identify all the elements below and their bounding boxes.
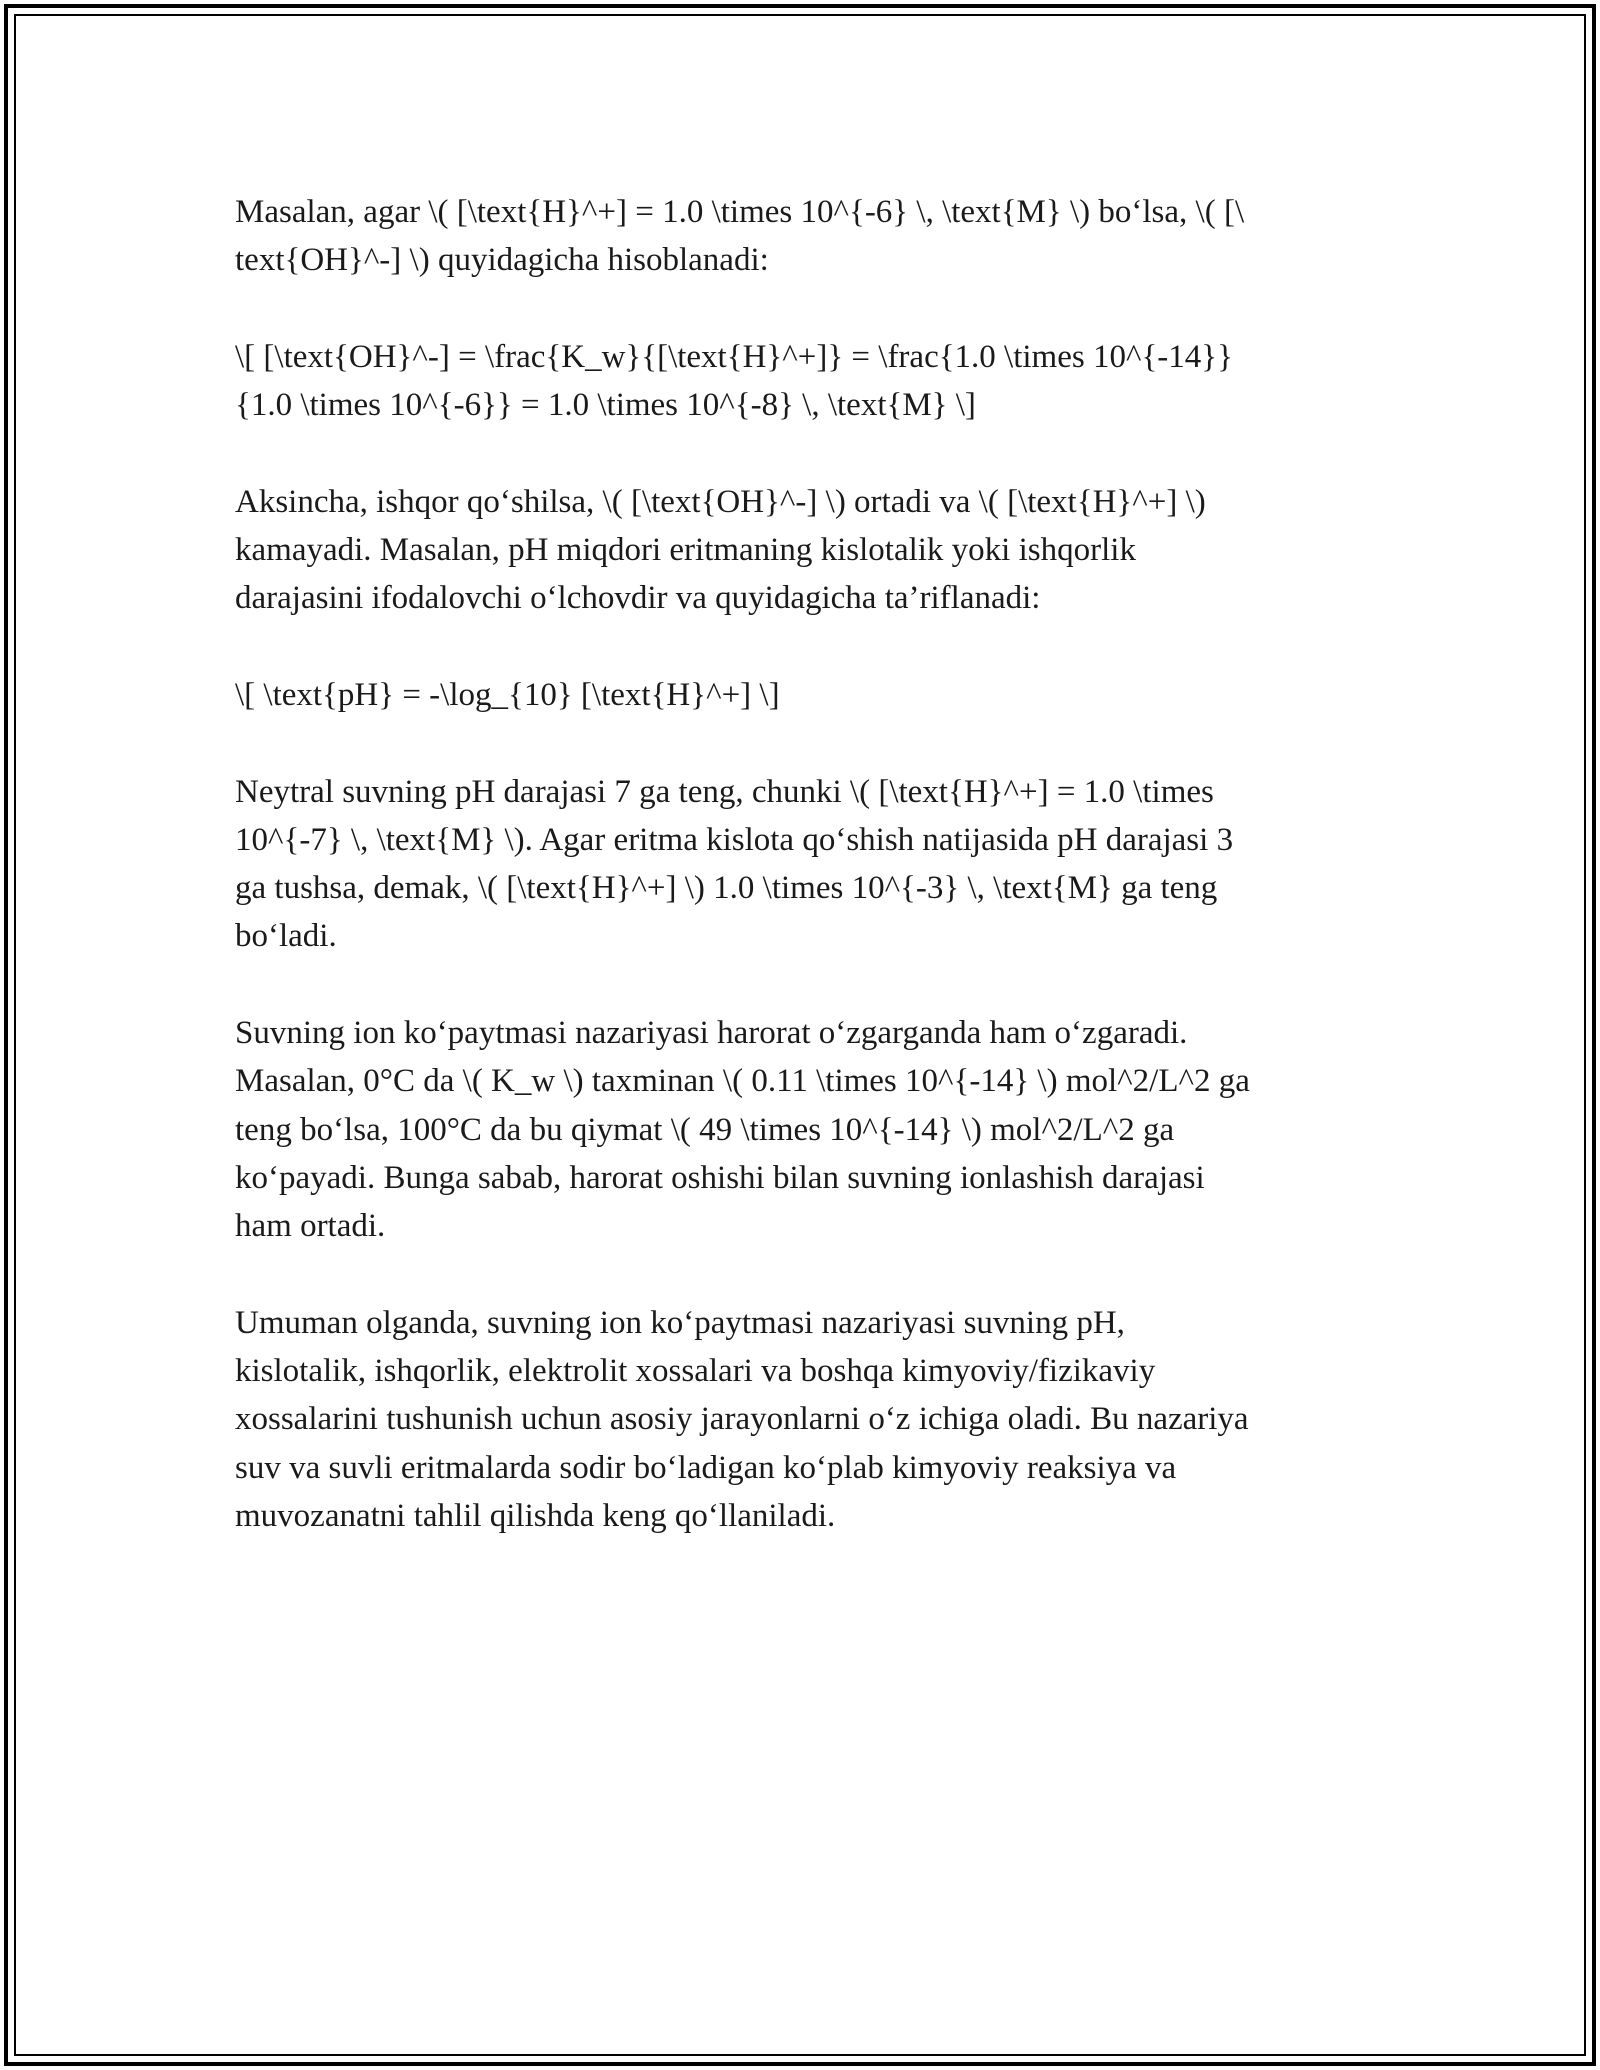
document-body — [235, 188, 1375, 1589]
text-line: text{OH}^-] \) quyidagicha hisoblanadi: — [235, 242, 769, 279]
paragraph-1 — [235, 188, 1375, 285]
text-line: ko‘payadi. Bunga sabab, harorat oshishi bilan suvning ionlashish darajasi — [235, 1159, 1205, 1196]
text-line: kislotalik, ishqorlik, elektrolit xossalari va boshqa kimyoviy/fizikaviy — [235, 1353, 1156, 1390]
text-line: Neytral suvning pH darajasi 7 ga teng, chunki \( [\text{H}^+] = 1.0 \times — [235, 773, 1214, 810]
text-line: darajasini ifodalovchi o‘lchovdir va quyidagicha ta’riflanadi: — [235, 580, 1041, 617]
paragraph-6 — [235, 1009, 1375, 1250]
text-line: \[ [\text{OH}^-] = \frac{K_w}{[\text{H}^+]} = \frac{1.0 \times 10^{-14}} — [235, 338, 1233, 375]
paragraph-2-equation — [235, 333, 1375, 430]
paragraph-3 — [235, 478, 1375, 623]
text-line: bo‘ladi. — [235, 918, 337, 955]
text-line: suv va suvli eritmalarda sodir bo‘ladigan ko‘plab kimyoviy reaksiya va — [235, 1449, 1177, 1486]
paragraph-5 — [235, 768, 1375, 961]
text-line: 10^{-7} \, \text{M} \). Agar eritma kislota qo‘shish natijasida pH darajasi 3 — [235, 821, 1234, 858]
text-line: kamayadi. Masalan, pH miqdori eritmaning kislotalik yoki ishqorlik — [235, 532, 1136, 569]
text-line: Masalan, agar \( [\text{H}^+] = 1.0 \times 10^{-6} \, \text{M} \) bo‘lsa, \( [\ — [235, 194, 1245, 230]
text-line: Aksincha, ishqor qo‘shilsa, \( [\text{OH}^-] \) ortadi va \( [\text{H}^+] \) — [235, 483, 1206, 520]
text-line: Suvning ion ko‘paytmasi nazariyasi harorat o‘zgarganda ham o‘zgaradi. — [235, 1015, 1188, 1052]
text-line: ham ortadi. — [235, 1208, 386, 1245]
text-line: Masalan, 0°C da \( K_w \) taxminan \( 0.11 \times 10^{-14} \) mol^2/L^2 ga — [235, 1063, 1250, 1100]
text-line: {1.0 \times 10^{-6}} = 1.0 \times 10^{-8} \, \text{M} \] — [235, 387, 976, 424]
text-line: \[ \text{pH} = -\log_{10} [\text{H}^+] \] — [235, 676, 780, 713]
text-line: Umuman olganda, suvning ion ko‘paytmasi nazariyasi suvning pH, — [235, 1304, 1125, 1341]
text-line: muvozanatni tahlil qilishda keng qo‘llaniladi. — [235, 1498, 836, 1535]
text-line: xossalarini tushunish uchun asosiy jarayonlarni o‘z ichiga oladi. Bu nazariya — [235, 1401, 1249, 1438]
paragraph-4-equation — [235, 671, 1375, 719]
text-line: ga tushsa, demak, \( [\text{H}^+] \) 1.0 \times 10^{-3} \, \text{M} ga teng — [235, 870, 1218, 907]
text-line: teng bo‘lsa, 100°C da bu qiymat \( 49 \times 10^{-14} \) mol^2/L^2 ga — [235, 1111, 1175, 1148]
paragraph-7 — [235, 1299, 1375, 1540]
